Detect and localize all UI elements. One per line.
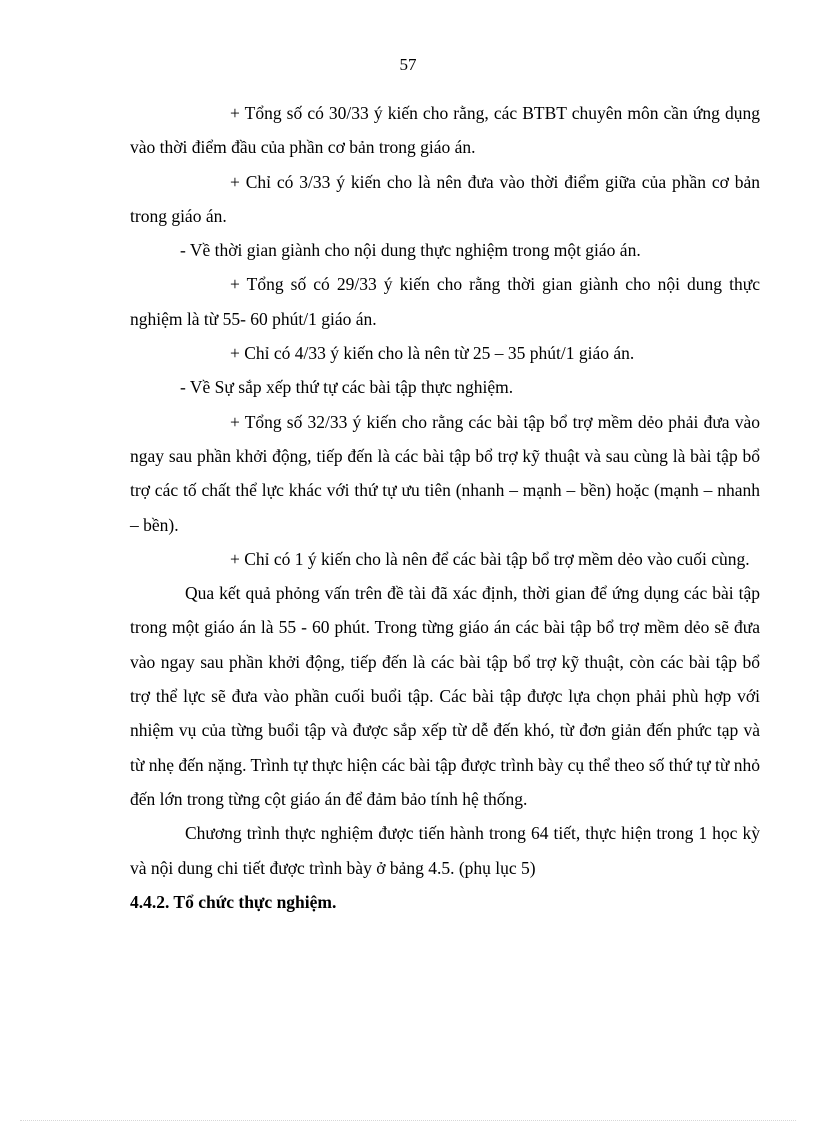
paragraph-time-allocation-majority: + Tổng số có 29/33 ý kiến cho rằng thời gian giành cho nội dung thực nghiệm là từ 55- 60 phút/1 giáo án. [130, 274, 760, 329]
paragraph-interview-conclusion: Qua kết quả phỏng vấn trên đề tài đã xác định, thời gian để ứng dụng các bài tập trong một giáo án là 55 - 60 phút. Trong từng giáo án các bài tập bổ trợ mềm dẻo sẽ đưa vào ngay sau phần khởi động, tiếp đến là các bài tập bổ trợ kỹ thuật, còn các bài tập bổ trợ thể lực sẽ đưa vào phần cuối buổi tập. Các bài tập được lựa chọn phải phù hợp với nhiệm vụ của từng buổi tập và được sắp xếp từ dễ đến khó, từ đơn giản đến phức tạp và từ nhẹ đến nặng. Trình tự thực hiện các bài tập được trình bày cụ thể theo số thứ tự từ nhỏ đến lớn trong từng cột giáo án để đảm bảo tính hệ thống. [130, 583, 760, 809]
paragraph-btbt-timing-majority: + Tổng số có 30/33 ý kiến cho rằng, các BTBT chuyên môn cần ứng dụng vào thời điểm đầu của phần cơ bản trong giáo án. [130, 103, 760, 158]
paragraph-exercise-order-minority: + Chỉ có 1 ý kiến cho là nên để các bài tập bổ trợ mềm dẻo vào cuối cùng. [230, 548, 750, 569]
section-heading: 4.4.2. Tổ chức thực nghiệm. [130, 891, 337, 912]
page-number: 57 [399, 55, 417, 74]
paragraph-time-allocation-heading: - Về thời gian giành cho nội dung thực nghiệm trong một giáo án. [180, 240, 641, 261]
document-body [130, 96, 760, 919]
paragraph-btbt-timing-minority: + Chỉ có 3/33 ý kiến cho là nên đưa vào thời điểm giữa của phần cơ bản trong giáo án. [130, 171, 760, 226]
paragraph-exercise-order-heading: - Về Sự sắp xếp thứ tự các bài tập thực nghiệm. [180, 377, 514, 398]
paragraph-exercise-order-majority: + Tổng số 32/33 ý kiến cho rằng các bài tập bổ trợ mềm dẻo phải đưa vào ngay sau phần khởi động, tiếp đến là các bài tập bổ trợ kỹ thuật và sau cùng là bài tập bổ trợ các tố chất thể lực khác với thứ tự ưu tiên (nhanh – mạnh – bền) hoặc (mạnh – nhanh – bền). [130, 411, 760, 535]
page-bottom-divider [20, 1120, 796, 1121]
paragraph-program-summary: Chương trình thực nghiệm được tiến hành trong 64 tiết, thực hiện trong 1 học kỳ và nội dung chi tiết được trình bày ở bảng 4.5. (phụ lục 5) [130, 823, 760, 878]
paragraph-time-allocation-minority: + Chỉ có 4/33 ý kiến cho là nên từ 25 – 35 phút/1 giáo án. [230, 343, 635, 364]
